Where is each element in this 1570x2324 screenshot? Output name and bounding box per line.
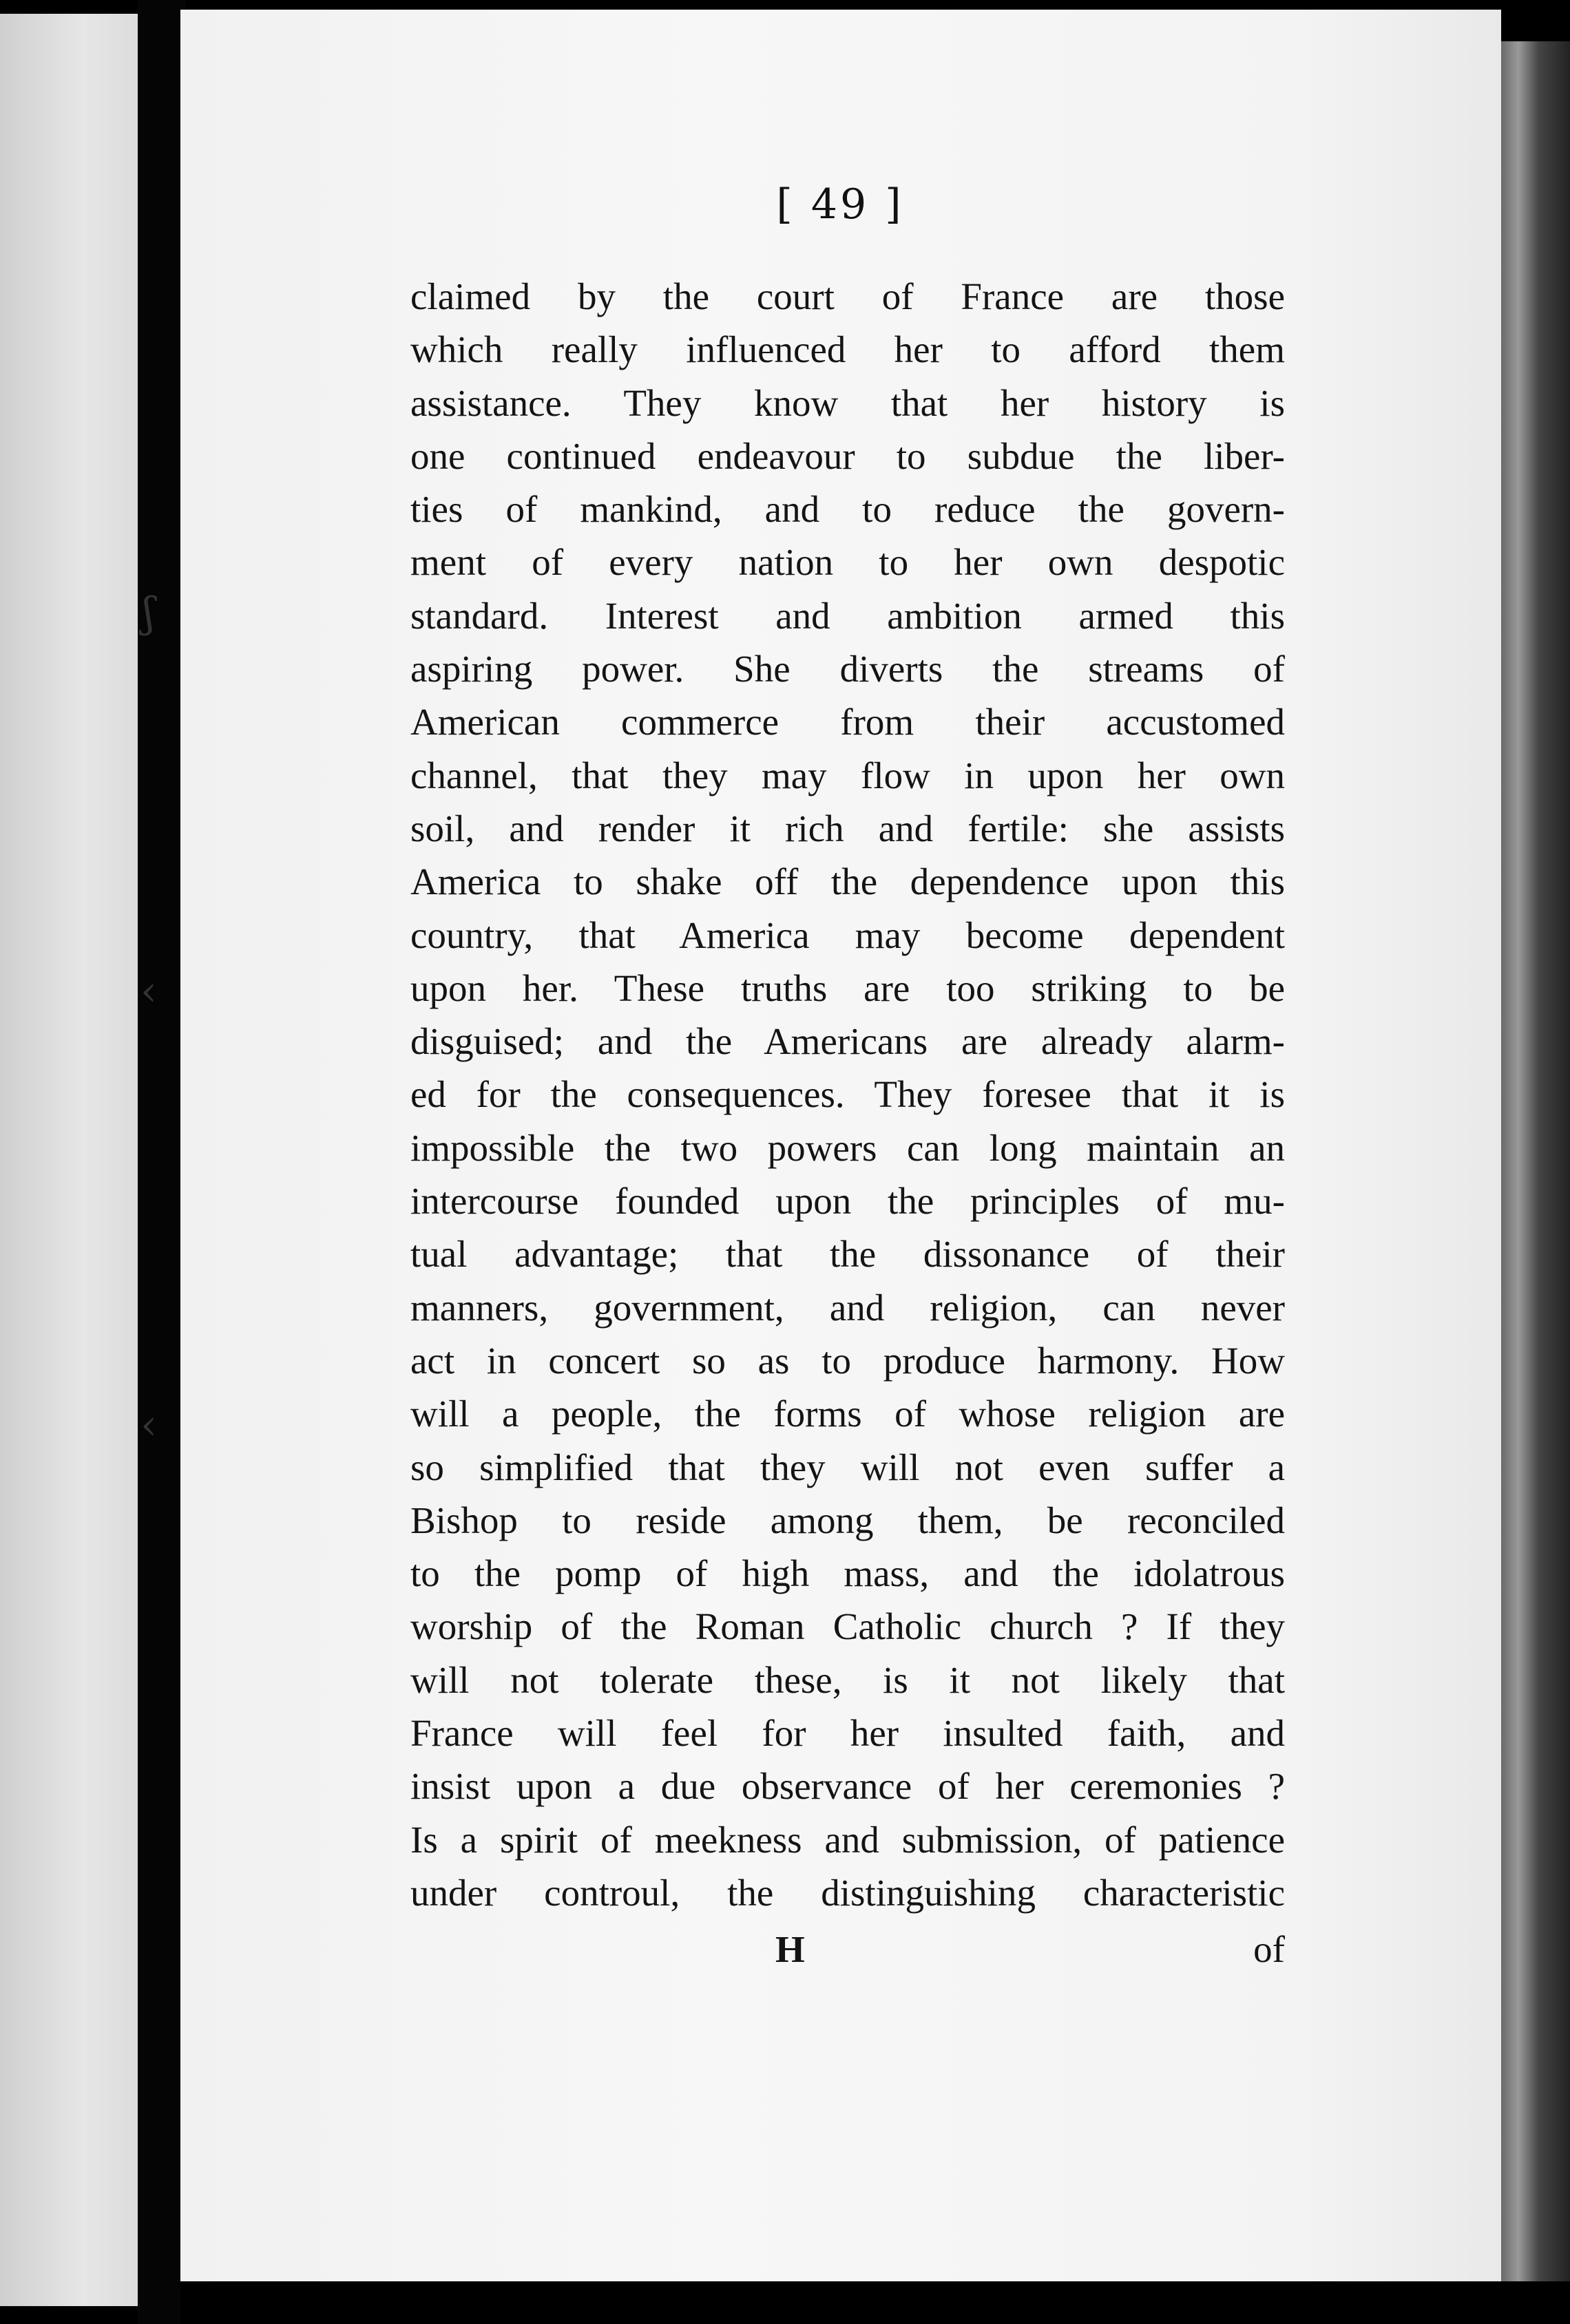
page-fore-edge <box>1501 41 1570 2285</box>
text-line: will not tolerate these, is it not likely that <box>410 1658 1285 1701</box>
text-line: France will feel for her insulted faith, and <box>410 1712 1285 1755</box>
text-line: worship of the Roman Catholic church ? If they <box>410 1605 1285 1648</box>
book-gutter <box>138 0 186 2324</box>
text-line: disguised; and the Americans are already alarm- <box>410 1020 1285 1063</box>
scan-bottom-border <box>180 2281 1570 2324</box>
text-line: impossible the two powers can long maintain an <box>410 1126 1285 1169</box>
text-line: ties of mankind, and to reduce the govern- <box>410 488 1285 531</box>
text-line: one continued endeavour to subdue the liber- <box>410 434 1285 477</box>
text-line: to the pomp of high mass, and the idolatrous <box>410 1552 1285 1595</box>
gutter-mark: ‹ <box>140 1401 157 1449</box>
gutter-mark: ʃ <box>143 589 155 637</box>
text-line: soil, and render it rich and fertile: she assists <box>410 807 1285 849</box>
signature-mark: H <box>775 1928 805 1970</box>
text-line: ed for the consequences. They foresee that it is <box>410 1073 1285 1116</box>
text-line: standard. Interest and ambition armed this <box>410 594 1285 637</box>
text-line: America to shake off the dependence upon this <box>410 860 1285 903</box>
text-line: act in concert so as to produce harmony. How <box>410 1339 1285 1382</box>
text-line: which really influenced her to afford them <box>410 328 1285 371</box>
catchword: of <box>1253 1928 1285 1970</box>
page-number: [ 49 ] <box>776 180 904 229</box>
text-line: upon her. These truths are too striking to be <box>410 966 1285 1009</box>
text-line: under controul, the distinguishing characteristic <box>410 1871 1285 1914</box>
facing-page-edge <box>0 14 138 2306</box>
text-line: insist upon a due observance of her ceremonies ? <box>410 1765 1285 1808</box>
page-footer <box>410 1927 1285 1983</box>
text-line: country, that America may become dependent <box>410 913 1285 956</box>
text-line: American commerce from their accustomed <box>410 701 1285 743</box>
text-line: tual advantage; that the dissonance of their <box>410 1233 1285 1276</box>
text-line: aspiring power. She diverts the streams of <box>410 648 1285 690</box>
text-line: claimed by the court of France are those <box>410 275 1285 317</box>
text-line: channel, that they may flow in upon her own <box>410 754 1285 796</box>
text-line: manners, government, and religion, can never <box>410 1286 1285 1329</box>
gutter-mark: ‹ <box>140 967 157 1015</box>
text-line: will a people, the forms of whose religion are <box>410 1393 1285 1435</box>
text-line: so simplified that they will not even suffer a <box>410 1446 1285 1488</box>
text-line: ment of every nation to her own despotic <box>410 541 1285 584</box>
body-text <box>410 270 1285 1919</box>
text-line: Is a spirit of meekness and submission, of patience <box>410 1818 1285 1861</box>
text-line: Bishop to reside among them, be reconciled <box>410 1499 1285 1541</box>
text-line: assistance. They know that her history is <box>410 381 1285 424</box>
text-line: intercourse founded upon the principles of mu- <box>410 1180 1285 1223</box>
